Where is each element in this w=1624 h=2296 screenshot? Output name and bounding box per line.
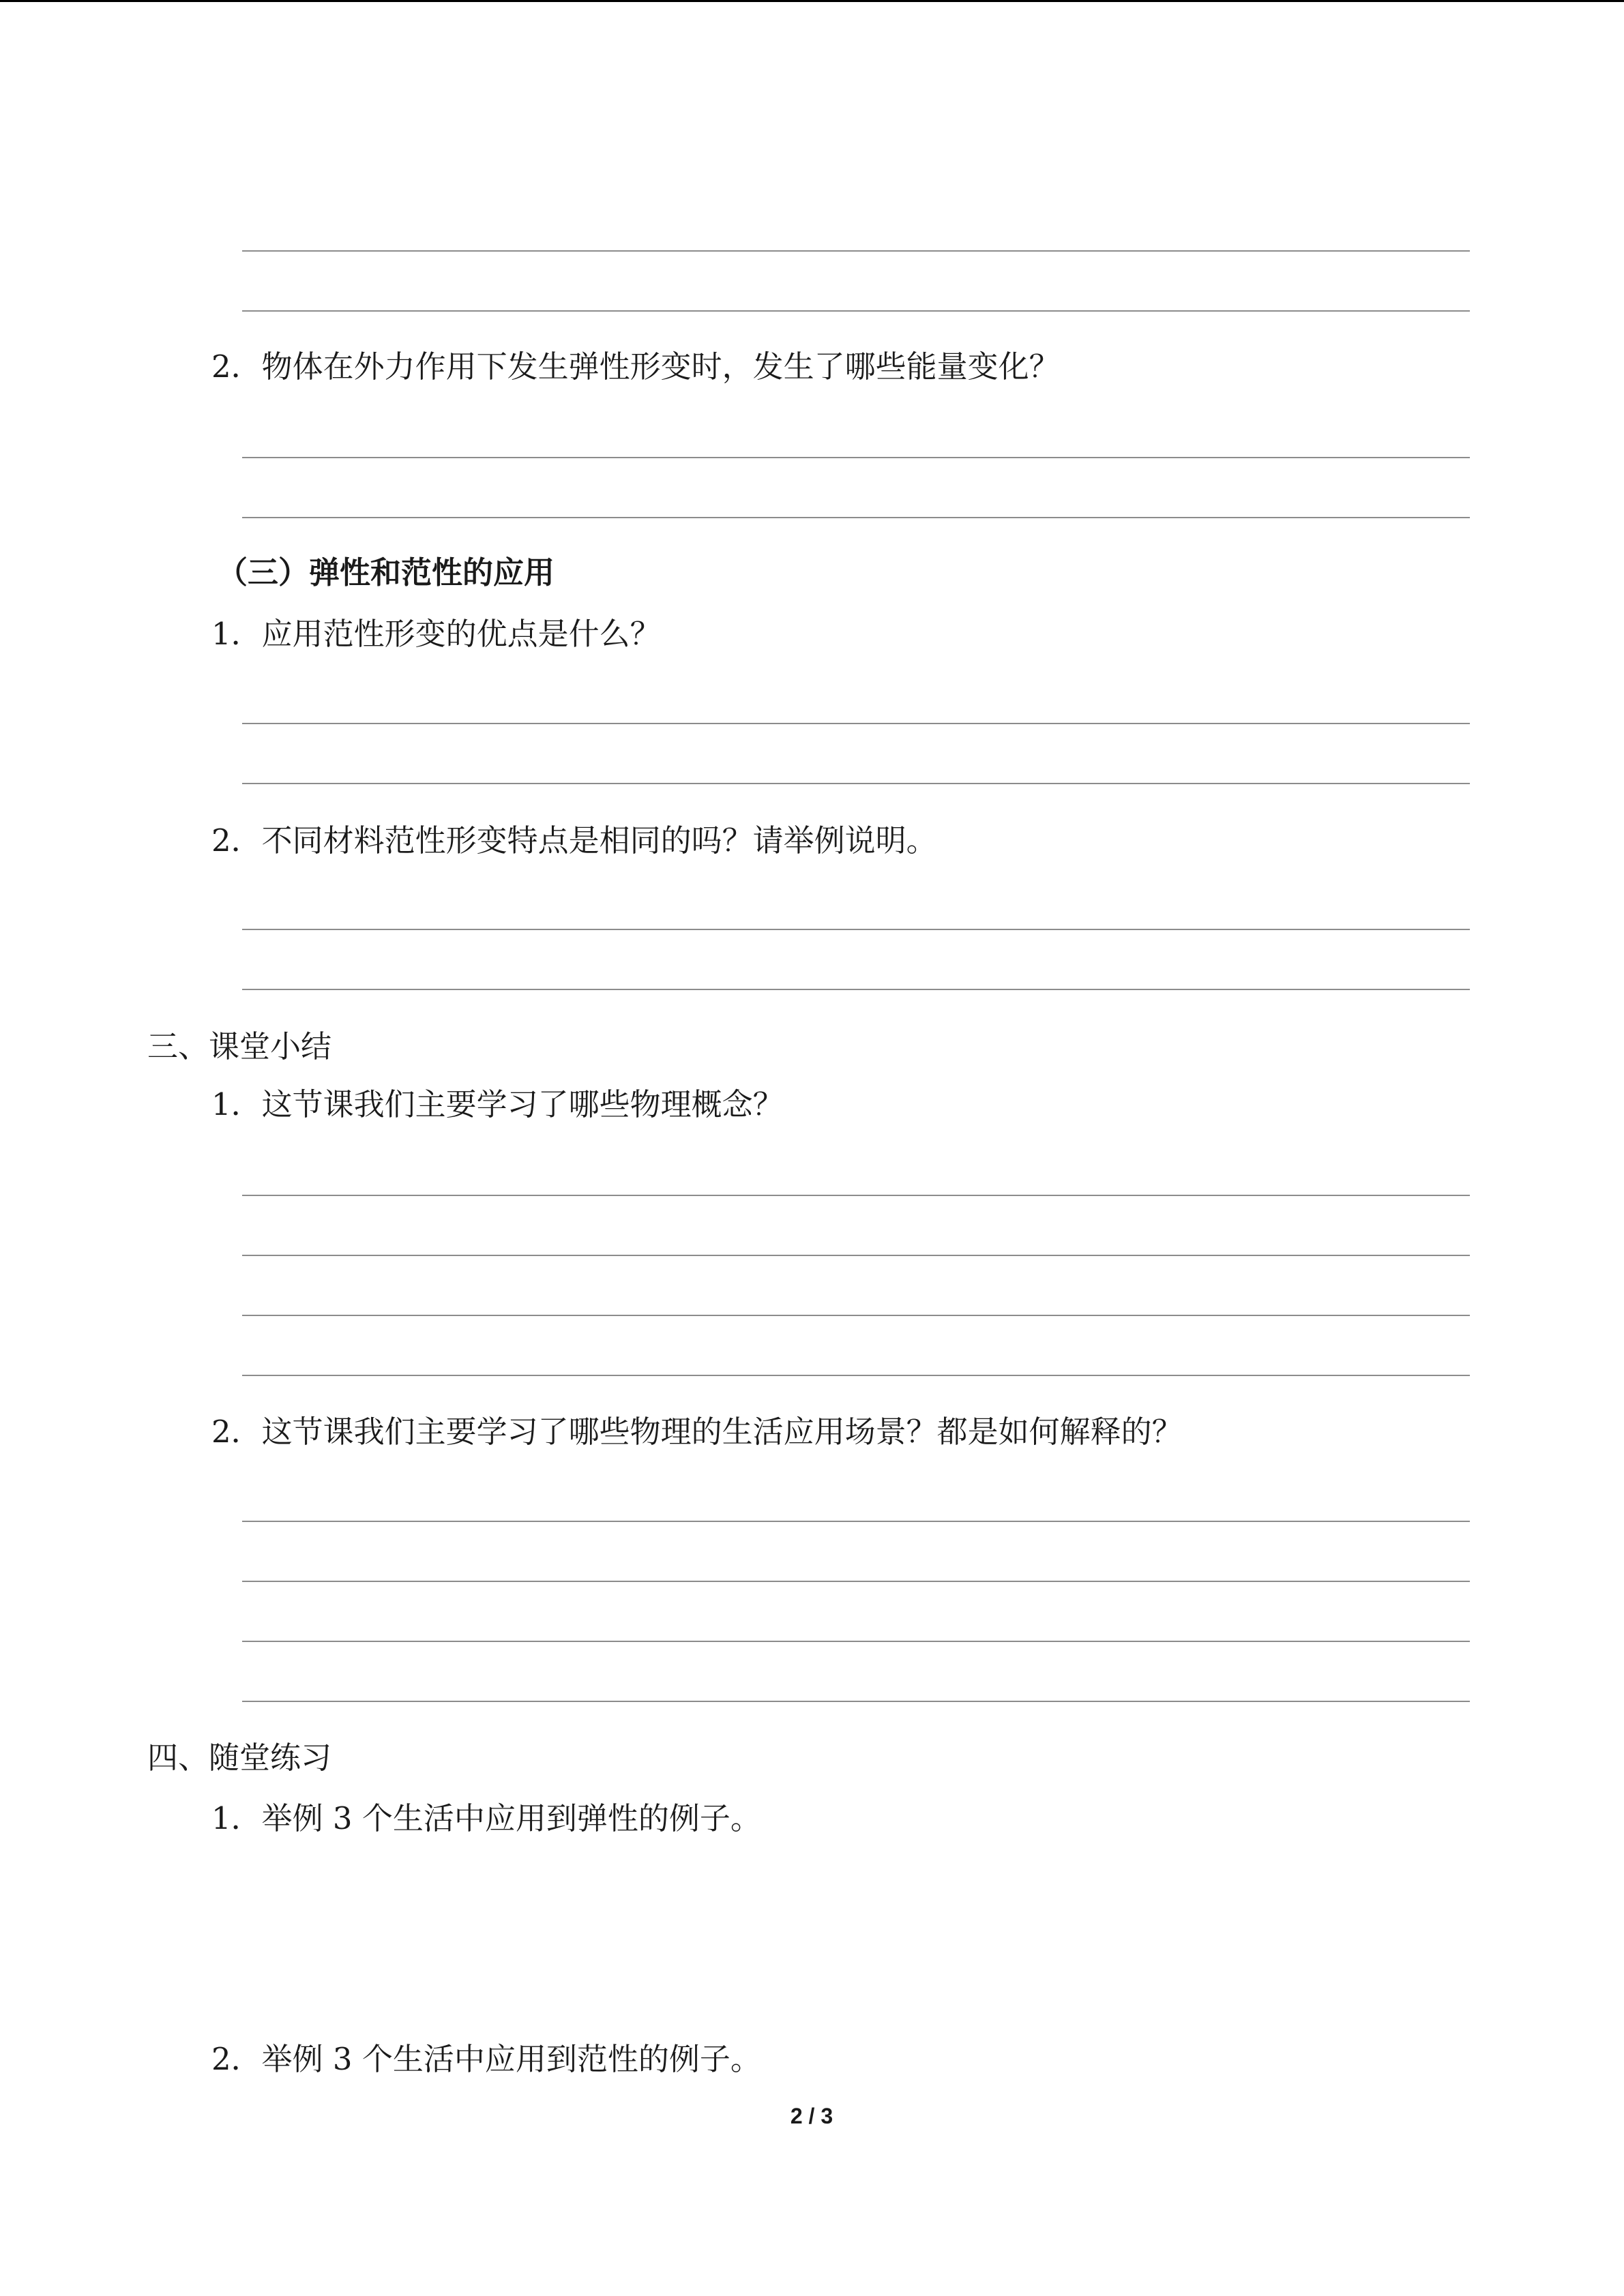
section-heading-applications: （三）弹性和范性的应用 (217, 554, 555, 591)
question-summary-concepts: 1．这节课我们主要学习了哪些物理概念？ (211, 1086, 784, 1122)
answer-line[interactable] (242, 1701, 1470, 1702)
answer-line[interactable] (242, 1255, 1470, 1256)
answer-line[interactable] (242, 1195, 1470, 1196)
answer-line[interactable] (242, 1581, 1470, 1582)
answer-line[interactable] (242, 517, 1470, 518)
answer-line[interactable] (242, 989, 1470, 990)
page-number: 2 / 3 (790, 2104, 833, 2128)
answer-line[interactable] (242, 1521, 1470, 1522)
question-elastic-energy: 2．物体在外力作用下发生弹性形变时，发生了哪些能量变化？ (211, 348, 1060, 385)
answer-line[interactable] (242, 310, 1470, 312)
answer-line[interactable] (242, 723, 1470, 724)
answer-line[interactable] (242, 1315, 1470, 1316)
question-plastic-materials: 2．不同材料范性形变特点是相同的吗？请举例说明。 (211, 822, 937, 859)
question-elastic-examples: 1．举例 3 个生活中应用到弹性的例子。 (211, 1800, 761, 1836)
answer-line[interactable] (242, 1375, 1470, 1376)
question-plastic-examples: 2．举例 3 个生活中应用到范性的例子。 (211, 2041, 761, 2077)
section-heading-summary: 三、课堂小结 (147, 1028, 332, 1064)
answer-line[interactable] (242, 1641, 1470, 1642)
answer-line[interactable] (242, 783, 1470, 784)
answer-line[interactable] (242, 457, 1470, 458)
question-summary-applications: 2．这节课我们主要学习了哪些物理的生活应用场景？都是如何解释的？ (211, 1414, 1183, 1450)
answer-line[interactable] (242, 250, 1470, 252)
question-plastic-advantages: 1．应用范性形变的优点是什么？ (211, 616, 661, 652)
answer-line[interactable] (242, 929, 1470, 930)
section-heading-practice: 四、随堂练习 (147, 1740, 332, 1776)
page-top-border (0, 0, 1624, 2)
